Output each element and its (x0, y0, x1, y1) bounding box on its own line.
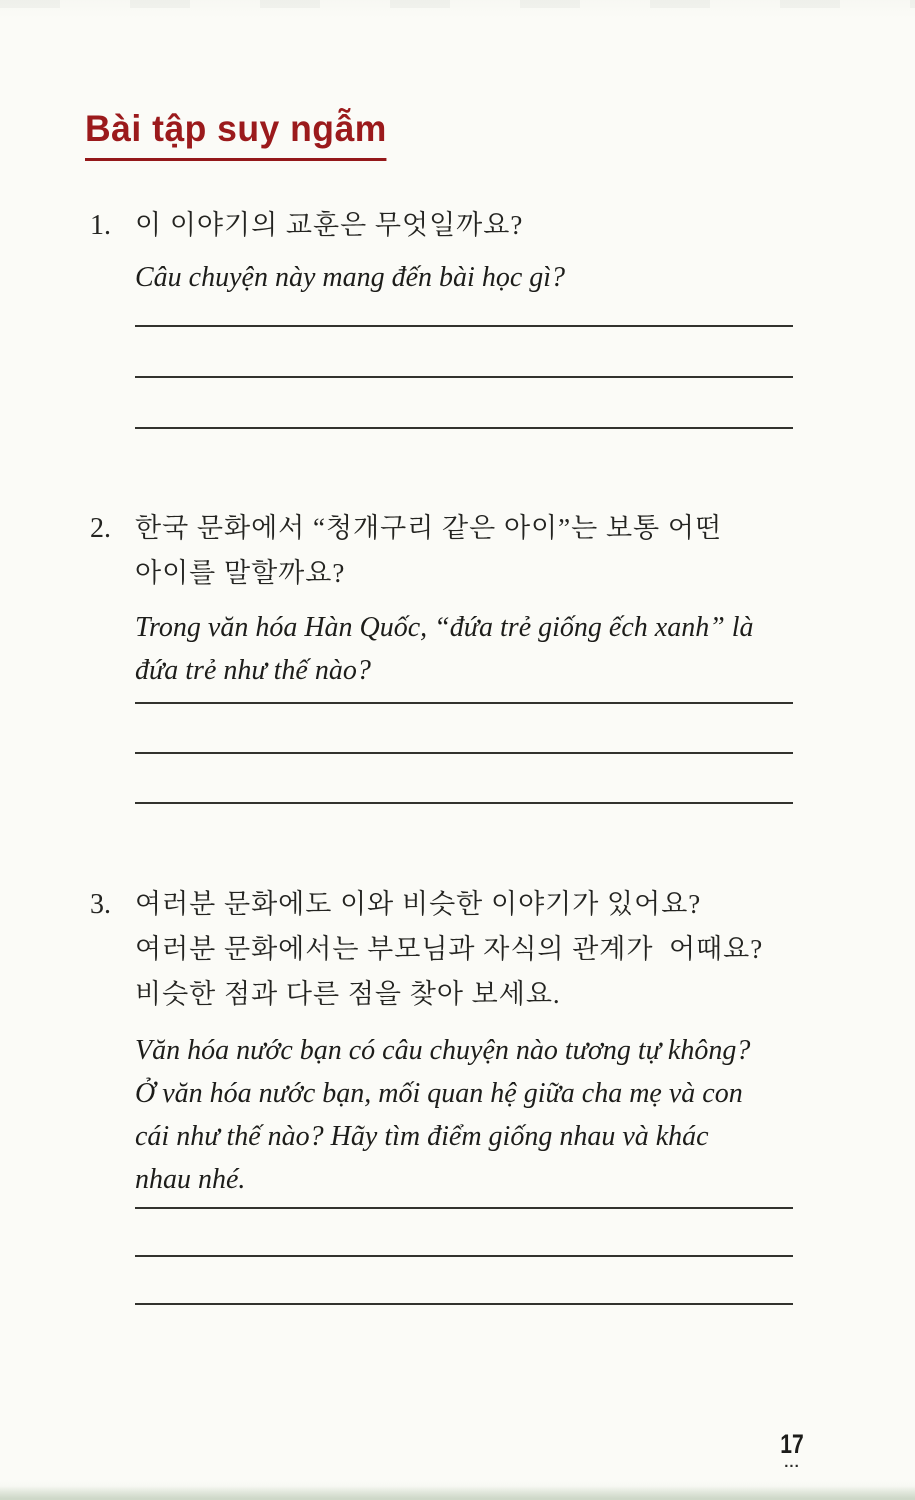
question-body (135, 882, 763, 1201)
question-3 (90, 882, 763, 1201)
answer-line (135, 1257, 793, 1305)
vietnamese-line: nhau nhé. (135, 1164, 246, 1195)
answer-line (135, 654, 793, 704)
korean-text (135, 882, 763, 1017)
korean-line: 한국 문화에서 “청개구리 같은 아이”는 보통 어떤 (135, 513, 723, 543)
page-number (772, 1429, 812, 1471)
answer-line (135, 327, 793, 378)
korean-line: 여러분 문화에도 이와 비슷한 이야기가 있어요? (135, 889, 702, 919)
answer-lines-q3 (135, 1161, 793, 1305)
answer-line (135, 704, 793, 754)
vietnamese-line: Câu chuyện này mang đến bài học gì? (135, 262, 566, 293)
scan-edge-top (0, 0, 915, 8)
vietnamese-line: đứa trẻ như thế nào? (135, 655, 371, 686)
answer-line (135, 378, 793, 429)
answer-line (135, 754, 793, 804)
vietnamese-line: Trong văn hóa Hàn Quốc, “đứa trẻ giống ếch xanh” là (135, 612, 754, 643)
answer-line (135, 1209, 793, 1257)
vietnamese-line: Ở văn hóa nước bạn, mối quan hệ giữa cha mẹ và con (135, 1078, 743, 1109)
korean-line: 여러분 문화에서는 부모님과 자식의 관계가 어때요? (135, 934, 764, 964)
answer-lines-q2 (135, 654, 793, 804)
page-number-value: 17 (780, 1429, 804, 1459)
section-heading: Bài tập suy ngẫm (85, 108, 387, 161)
answer-line (135, 276, 793, 327)
korean-line: 아이를 말할까요? (135, 558, 346, 588)
question-number: 3. (90, 889, 111, 920)
answer-lines-q1 (135, 276, 793, 429)
question-number: 2. (90, 513, 111, 544)
vietnamese-line: Văn hóa nước bạn có câu chuyện nào tương tự không? (135, 1035, 751, 1066)
korean-text (135, 506, 754, 596)
vietnamese-line: cái như thế nào? Hãy tìm điểm giống nhau và khác (135, 1121, 709, 1152)
korean-text (135, 203, 565, 248)
korean-line: 이 이야기의 교훈은 무엇일까요? (135, 210, 524, 240)
scan-edge-bottom (0, 1486, 915, 1500)
korean-line: 비슷한 점과 다른 점을 찾아 보세요. (135, 979, 561, 1009)
answer-line (135, 1161, 793, 1209)
page-number-marks: ... (784, 1454, 800, 1471)
question-number: 1. (90, 210, 111, 241)
